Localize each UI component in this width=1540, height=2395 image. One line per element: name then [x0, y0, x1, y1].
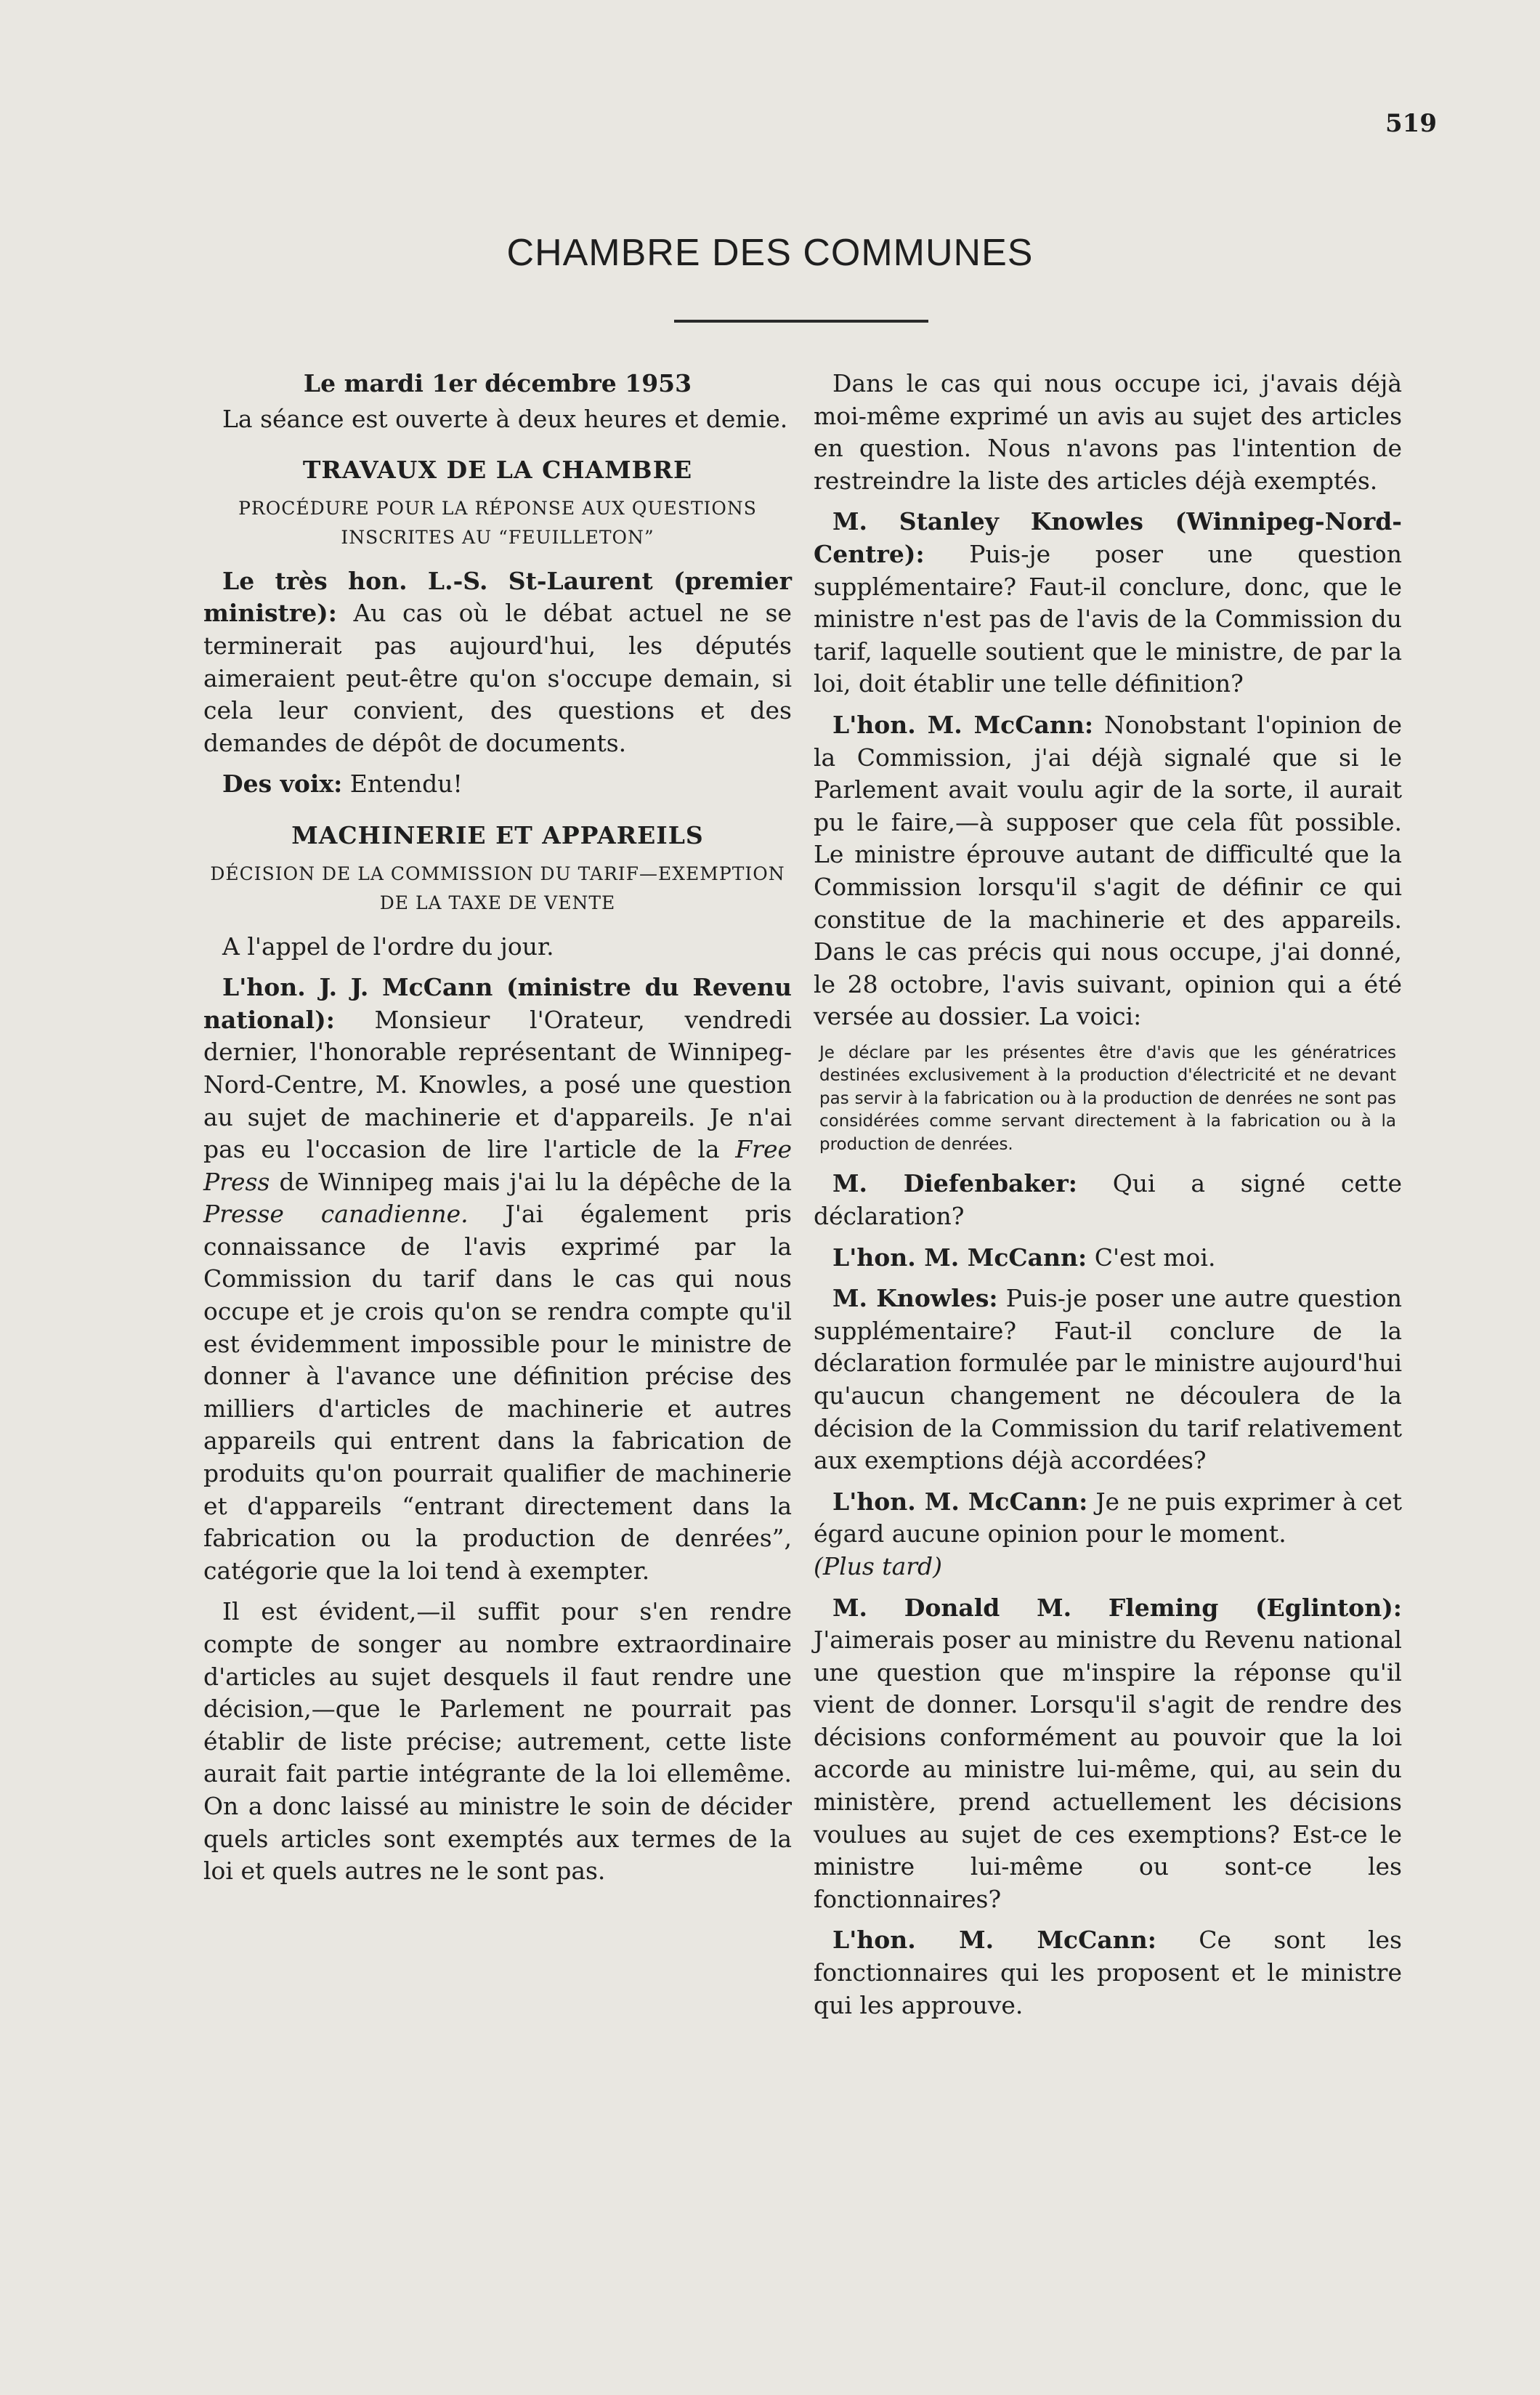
paragraph-dans-le-cas: Dans le cas qui nous occupe ici, j'avais déjà moi-même exprimé un avis au sujet des articles en question. Nous n'avons pas l'intention de restreindre la liste des articles déjà exemptés.: [814, 369, 1402, 495]
speech-text: Puis-je poser une autre question supplémentaire? Faut-il conclure de la déclaration formulée par le ministre aujourd'hui qu'aucun changement ne découlera de la décision de la Commission du tarif relativement aux exemptions déjà accordées?: [814, 1284, 1402, 1475]
speech-text: C'est moi.: [1087, 1243, 1216, 1272]
speaker-name: L'hon. M. McCann:: [832, 1926, 1156, 1955]
paragraph-knowles-second: [814, 1283, 1402, 1477]
speaker-name: L'hon. J. J. McCann (ministre du Revenu national):: [203, 973, 792, 1034]
title-rule: [674, 320, 928, 323]
page-title: CHAMBRE DES COMMUNES: [506, 232, 1034, 274]
speech-text: Entendu!: [342, 770, 463, 799]
speech-text: Nonobstant l'opinion de la Commission, j'ai déjà signalé que si le Parlement avait voulu agir de la sorte, il aurait pu le faire,—à supposer que cela fût possible. Le ministre éprouve autant de difficulté que la Commission lorsqu'il s'agit de définir ce qui constitue de la machinerie et des appareils. Dans le cas précis qui nous occupe, j'ai donné, le 28 octobre, l'avis suivant, opinion qui a été versée au dossier. La voici:: [814, 710, 1402, 1031]
sitting-date: Le mardi 1er décembre 1953: [303, 369, 692, 397]
paragraph-diefenbaker: [814, 1168, 1402, 1232]
paragraph-st-laurent: [203, 565, 792, 760]
speech-text: J'aimerais poser au ministre du Revenu national une question que m'inspire la réponse qu'il vient de donner. Lorsqu'il s'agit de rendre des décisions conformément au pouvoir que la loi accorde au ministre lui-même, qui, au sein du ministère, prend actuellement les décisions voulues au sujet de ces exemptions? Est-ce le ministre lui-même ou sont-ce les fonctionnaires?: [814, 1625, 1402, 1913]
speaker-name: Le très hon. L.-S. St-Laurent (premier ministre):: [203, 566, 792, 628]
right-column: [814, 368, 1402, 2030]
subheading-procedure: PROCÉDURE POUR LA RÉPONSE AUX QUESTIONS INSCRITES AU “FEUILLETON”: [238, 497, 757, 548]
page-number: 519: [1385, 109, 1437, 138]
paragraph-evident: Il est évident,—il suffit pour s'en rendre compte de songer au nombre extraordinaire d'articles au sujet desquels il faut rendre une décision,—que le Parlement ne pourrait pas établir de liste précise; autrement, cette liste aurait fait partie intégrante de la loi ellemême. On a donc laissé au ministre le soin de décider quels articles sont exemptés aux termes de la loi et quels autres ne le sont pas.: [203, 1597, 792, 1886]
speaker-name: L'hon. M. McCann:: [832, 1487, 1088, 1516]
left-column: [203, 368, 792, 1897]
speaker-name: Des voix:: [222, 770, 343, 799]
paragraph-knowles-question: [814, 506, 1402, 700]
speaker-name: M. Knowles:: [832, 1284, 998, 1313]
speech-text: Ce sont les fonctionnaires qui les proposent et le ministre qui les approuve.: [814, 1926, 1402, 2019]
speech-text: Puis-je poser une question supplémentaire? Faut-il conclure, donc, que le ministre n'est pas de l'avis de la Commission du tarif, laquelle soutient que le ministre, de par la loi, doit établir une telle définition?: [814, 539, 1402, 698]
quoted-declaration: Je déclare par les présentes être d'avis que les génératrices destinées exclusivement à la production d'électricité et ne devant pas servir à la fabrication ou à la production de denrées ne sont pas considérées comme servant directement à la fabrication ou à la production de denrées.: [819, 1043, 1396, 1154]
speaker-name: M. Donald M. Fleming (Eglinton):: [832, 1593, 1402, 1622]
speaker-name: M. Diefenbaker:: [832, 1169, 1077, 1198]
paragraph-fleming: [814, 1592, 1402, 1916]
publication-name: Presse canadienne.: [203, 1200, 469, 1229]
opening-paragraph: La séance est ouverte à deux heures et demie.: [222, 404, 788, 433]
speech-text: Monsieur l'Orateur, vendredi dernier, l'honorable représentant de Winnipeg-Nord-Centre, M. Knowles, a posé une question au sujet de machinerie et d'appareils. Je n'ai pas eu l'occasion de lire l'article de la: [203, 1005, 792, 1164]
speaker-name: L'hon. M. McCann:: [832, 1243, 1087, 1272]
speaker-name: L'hon. M. McCann:: [832, 710, 1094, 739]
speaker-name: M. Stanley Knowles (Winnipeg-Nord-Centre):: [814, 507, 1402, 568]
paragraph-mccann-final: [814, 1924, 1402, 2022]
paragraph-mccann-no-opinion: [814, 1486, 1402, 1583]
section-heading-machinerie: MACHINERIE ET APPAREILS: [291, 820, 704, 849]
publication-name: Free Press: [203, 1135, 792, 1196]
paragraph-mccann-statement: [203, 972, 792, 1587]
speech-text: J'ai également pris connaissance de l'avis exprimé par la Commission du tarif dans le cas qui nous occupe et je crois qu'on se rendra compte qu'il est évidemment impossible pour le ministre de donner à l'avance une définition précise des milliers d'articles de machinerie et autres appareils qui entrent dans la fabrication de produits qu'on pourrait qualifier de machinerie et d'appareils “entrant directement dans la fabrication ou la production de denrées”, catégorie que la loi tend à exempter.: [203, 1200, 793, 1585]
speech-text: de Winnipeg mais j'ai lu la dépêche de la: [270, 1167, 792, 1196]
section-heading-travaux: TRAVAUX DE LA CHAMBRE: [302, 456, 693, 485]
speech-text: Qui a signé cette déclaration?: [814, 1169, 1402, 1230]
later-note: (Plus tard): [814, 1551, 943, 1580]
paragraph-des-voix: [203, 768, 792, 801]
speech-text: Je ne puis exprimer à cet égard aucune opinion pour le moment.: [814, 1487, 1402, 1548]
paragraph-ordre-du-jour: A l'appel de l'ordre du jour.: [222, 932, 554, 961]
paragraph-mccann-reply: [814, 709, 1402, 1033]
subheading-decision: DÉCISION DE LA COMMISSION DU TARIF—EXEMPTION DE LA TAXE DE VENTE: [210, 863, 785, 913]
speech-text: Au cas où le débat actuel ne se terminerait pas aujourd'hui, les députés aimeraient peut-être qu'on s'occupe demain, si cela leur convient, des questions et des demandes de dépôt de documents.: [203, 599, 792, 757]
paragraph-mccann-cest-moi: [814, 1242, 1402, 1275]
